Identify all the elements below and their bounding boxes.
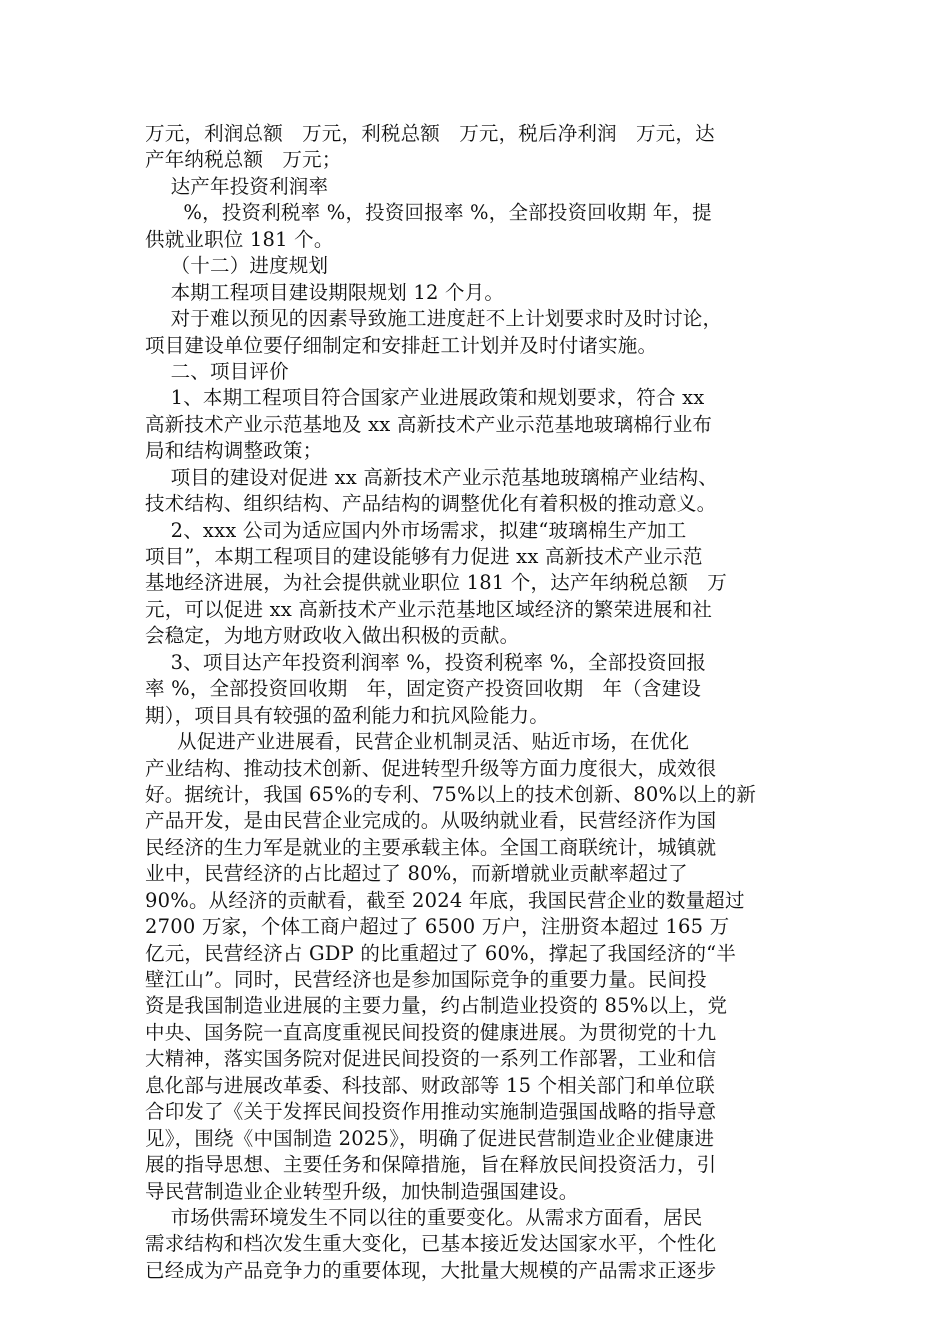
text-line: 元，可以促进 xx 高新技术产业示范基地区域经济的繁荣进展和社 xyxy=(145,597,713,621)
text-line: 市场供需环境发生不同以往的重要变化。从需求方面看，居民 xyxy=(145,1205,703,1229)
text-line: 高新技术产业示范基地及 xx 高新技术产业示范基地玻璃棉行业布 xyxy=(145,412,713,436)
text-line: 从促进产业进展看，民营企业机制灵活、贴近市场，在优化 xyxy=(145,730,690,754)
text-line: 万元，利润总额 万元，利税总额 万元，税后净利润 万元，达 xyxy=(145,122,715,145)
text-line: 好。据统计，我国 65%的专利、75%以上的技术创新、80%以上的新 xyxy=(145,782,757,806)
text-line: 2700 万家，个体工商户超过了 6500 万户，注册资本超过 165 万 xyxy=(145,915,730,939)
text-line: 产业结构、推动技术创新、促进转型升级等方面力度很大，成效很 xyxy=(145,756,717,780)
body-text xyxy=(145,121,835,1284)
text-line: 中央、国务院一直高度重视民间投资的健康进展。为贯彻党的十九 xyxy=(145,1020,717,1044)
text-line: 达产年投资利润率 xyxy=(145,174,329,198)
text-line: 亿元，民营经济占 GDP 的比重超过了 60%，撑起了我国经济的“半 xyxy=(145,941,737,965)
text-line: 本期工程项目建设期限规划 12 个月。 xyxy=(145,280,505,304)
text-line: 90%。从经济的贡献看，截至 2024 年底，我国民营企业的数量超过 xyxy=(145,888,745,912)
text-line: 资是我国制造业进展的主要力量，约占制造业投资的 85%以上，党 xyxy=(145,994,728,1018)
text-line: 3、项目达产年投资利润率 %，投资利税率 %，全部投资回报 xyxy=(145,650,707,674)
text-line: 导民营制造业企业转型升级，加快制造强国建设。 xyxy=(145,1179,579,1203)
text-line: 供就业职位 181 个。 xyxy=(145,227,334,251)
text-line: 产年纳税总额 万元； xyxy=(145,148,342,172)
text-line: 率 %，全部投资回收期 年，固定资产投资回收期 年（含建设 xyxy=(145,677,702,701)
text-line: 民经济的生力军是就业的主要承载主体。全国工商联统计，城镇就 xyxy=(145,835,717,859)
text-line: 项目的建设对促进 xx 高新技术产业示范基地玻璃棉产业结构、 xyxy=(145,465,718,489)
section-heading: 二、项目评价 xyxy=(145,359,289,383)
section-heading: （十二）进度规划 xyxy=(145,254,329,278)
text-line: 展的指导思想、主要任务和保障措施，旨在释放民间投资活力，引 xyxy=(145,1153,717,1177)
text-line: 期），项目具有较强的盈利能力和抗风险能力。 xyxy=(145,703,549,727)
text-line: 1、本期工程项目符合国家产业进展政策和规划要求，符合 xx xyxy=(145,386,705,410)
text-line: 对于难以预见的因素导致施工进度赶不上计划要求时及时讨论， xyxy=(145,307,723,331)
text-line: 壁江山”。同时，民营经济也是参加国际竞争的重要力量。民间投 xyxy=(145,968,707,991)
text-line: 基地经济进展，为社会提供就业职位 181 个，达产年纳税总额 万 xyxy=(145,571,728,595)
text-line: 技术结构、组织结构、产品结构的调整优化有着积极的推动意义。 xyxy=(145,492,717,516)
text-line: %，投资利税率 %，投资回报率 %，全部投资回收期 年，提 xyxy=(145,201,712,225)
text-line: 合印发了《关于发挥民间投资作用推动实施制造强国战略的指导意 xyxy=(145,1100,717,1124)
text-line: 业中，民营经济的占比超过了 80%，而新增就业贡献率超过了 xyxy=(145,862,688,886)
text-line: 已经成为产品竞争力的重要体现，大批量大规模的产品需求正逐步 xyxy=(145,1258,717,1282)
text-line: 会稳定，为地方财政收入做出积极的贡献。 xyxy=(145,624,520,648)
text-line: 2、xxx 公司为适应国内外市场需求，拟建“玻璃棉生产加工 xyxy=(145,518,687,542)
text-line: 局和结构调整政策； xyxy=(145,439,323,463)
text-line: 产品开发，是由民营企业完成的。从吸纳就业看，民营经济作为国 xyxy=(145,809,717,833)
text-line: 见》，围绕《中国制造 2025》，明确了促进民营制造业企业健康进 xyxy=(145,1126,715,1150)
text-line: 大精神，落实国务院对促进民间投资的一系列工作部署，工业和信 xyxy=(145,1047,717,1071)
text-line: 息化部与进展改革委、科技部、财政部等 15 个相关部门和单位联 xyxy=(145,1073,715,1097)
text-line: 项目”，本期工程项目的建设能够有力促进 xx 高新技术产业示范 xyxy=(145,545,703,568)
text-line: 需求结构和档次发生重大变化，已基本接近发达国家水平，个性化 xyxy=(145,1232,717,1256)
text-line: 项目建设单位要仔细制定和安排赶工计划并及时付诸实施。 xyxy=(145,333,658,357)
